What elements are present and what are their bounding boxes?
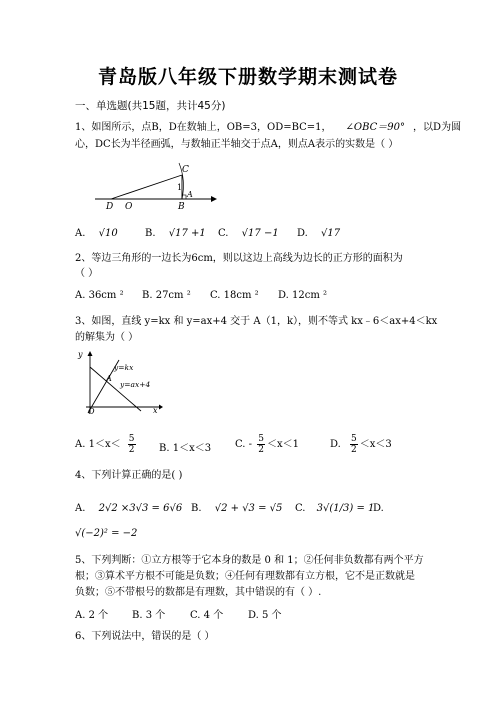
q2-option-d[interactable]: D. 12cm ² <box>278 290 328 301</box>
x-axis-arrow <box>159 405 163 410</box>
q5-line2: 根；③算术平方根不可能是负数；④任何有理数都有立方根，它不是正数就是 <box>75 571 415 582</box>
q2-line2: （ ） <box>75 268 99 279</box>
label-o: O <box>125 202 133 212</box>
q6-line1: 6、下列说法中，错误的是（ ） <box>75 631 215 642</box>
q1-option-b[interactable] <box>145 228 206 239</box>
denominator: 2 <box>128 445 135 455</box>
option-text: C. - <box>235 439 253 450</box>
option-letter: B. <box>191 503 202 514</box>
option-value: √17 <box>321 228 341 239</box>
option-letter: C. <box>218 228 229 239</box>
option-letter: A. <box>75 228 86 239</box>
q1-line1 <box>75 119 461 136</box>
line-ax4 <box>90 367 141 411</box>
q5-option-c[interactable]: C. 4 个 <box>190 610 224 621</box>
label-a: A <box>106 374 112 383</box>
label-c: C <box>182 165 189 175</box>
q1-text-a: 1、如图所示，点B，D在数轴上，OB=3，OD=BC=1， <box>75 122 332 133</box>
label-a: A <box>187 190 193 199</box>
label-one: 1 <box>177 183 183 192</box>
numerator: 5 <box>351 434 357 444</box>
q2-option-a[interactable]: A. 36cm ² <box>75 290 124 301</box>
segment-dc <box>111 175 182 199</box>
option-text: ＜x＜3 <box>359 439 392 450</box>
denominator: 2 <box>258 445 264 455</box>
q4-option-b[interactable] <box>191 503 282 514</box>
label-y: y <box>78 350 83 359</box>
y-axis-arrow <box>88 351 93 356</box>
q1-option-a[interactable] <box>75 228 118 239</box>
section-heading: 一、单选题(共15题，共计45分) <box>75 100 226 112</box>
option-value: √17 +1 <box>168 228 206 239</box>
numerator: 5 <box>258 434 264 444</box>
axis-arrow <box>211 196 217 202</box>
option-text: D. <box>330 439 341 450</box>
q5-option-d[interactable]: D. 5 个 <box>248 610 282 621</box>
label-b: B <box>178 202 185 212</box>
q3-option-c[interactable] <box>235 434 299 455</box>
fraction <box>350 434 358 455</box>
denominator: 2 <box>351 445 357 455</box>
q4-option-c[interactable] <box>295 503 374 514</box>
q3-figure <box>75 347 165 417</box>
option-value: 3√(1/3) = 1 <box>316 503 375 514</box>
q4-line1: 4、下列计算正确的是( ) <box>75 470 183 481</box>
q5-line3: 负数；⑤不带根号的数都是有理数，其中错误的有（ ）. <box>75 587 322 598</box>
q3-option-d[interactable] <box>330 434 392 455</box>
option-value: √2 + √3 = √5 <box>214 503 283 514</box>
option-value: √10 <box>98 228 118 239</box>
q3-option-a[interactable] <box>75 434 136 455</box>
label-line-ax4: y=ax+4 <box>120 380 151 389</box>
q2-option-c[interactable]: C. 18cm ² <box>210 290 259 301</box>
q1-figure <box>75 162 225 216</box>
option-text: ＜x＜1 <box>266 439 299 450</box>
label-x: x <box>153 406 158 415</box>
q4-option-d[interactable]: D. <box>373 503 384 514</box>
q3-line2: 的解集为（ ） <box>75 332 139 343</box>
label-d: D <box>106 202 114 212</box>
q2-line1: 2、等边三角形的一边长为6cm，则以这边上高线为边长的正方形的面积为 <box>75 253 403 264</box>
q5-option-b[interactable]: B. 3 个 <box>132 610 166 621</box>
fraction <box>257 434 265 455</box>
q2-option-b[interactable]: B. 27cm ² <box>142 290 191 301</box>
q1-line2: 心，DC长为半径画弧，与数轴正半轴交于点A，则点A表示的实数是（ ） <box>75 139 399 150</box>
option-text: A. 1＜x＜ <box>75 439 121 450</box>
q1-option-c[interactable] <box>218 228 279 239</box>
page-title: 青岛版八年级下册数学期末测试卷 <box>97 66 398 88</box>
q5-line1: 5、下列判断：①立方根等于它本身的数是 0 和 1；②任何非负数都有两个平方 <box>75 555 424 566</box>
q5-option-a[interactable]: A. 2 个 <box>75 610 109 621</box>
option-value: 2√2 ×3√3 = 6√6 <box>98 503 183 514</box>
option-value: √17 −1 <box>241 228 279 239</box>
fraction <box>128 434 136 455</box>
q1-option-d[interactable] <box>297 228 340 239</box>
q4-option-a[interactable] <box>75 503 182 514</box>
q3-line1: 3、如图，直线 y=kx 和 y=ax+4 交于 A（1，k），则不等式 kx﹣6＜ax+4＜kx <box>75 316 438 327</box>
option-letter: A. <box>75 503 86 514</box>
label-line-kx: y=kx <box>114 363 134 372</box>
q4-option-d-value: √(−2)² = −2 <box>75 528 138 539</box>
numerator: 5 <box>128 434 135 444</box>
option-letter: C. <box>295 503 306 514</box>
q1-text-b: ，以D为圆 <box>413 122 462 133</box>
q1-angle: ∠OBC＝90° <box>345 122 406 133</box>
label-o: O <box>88 407 95 416</box>
option-letter: D. <box>297 228 308 239</box>
q3-option-b[interactable]: B. 1＜x＜3 <box>159 443 212 454</box>
option-letter: B. <box>145 228 156 239</box>
